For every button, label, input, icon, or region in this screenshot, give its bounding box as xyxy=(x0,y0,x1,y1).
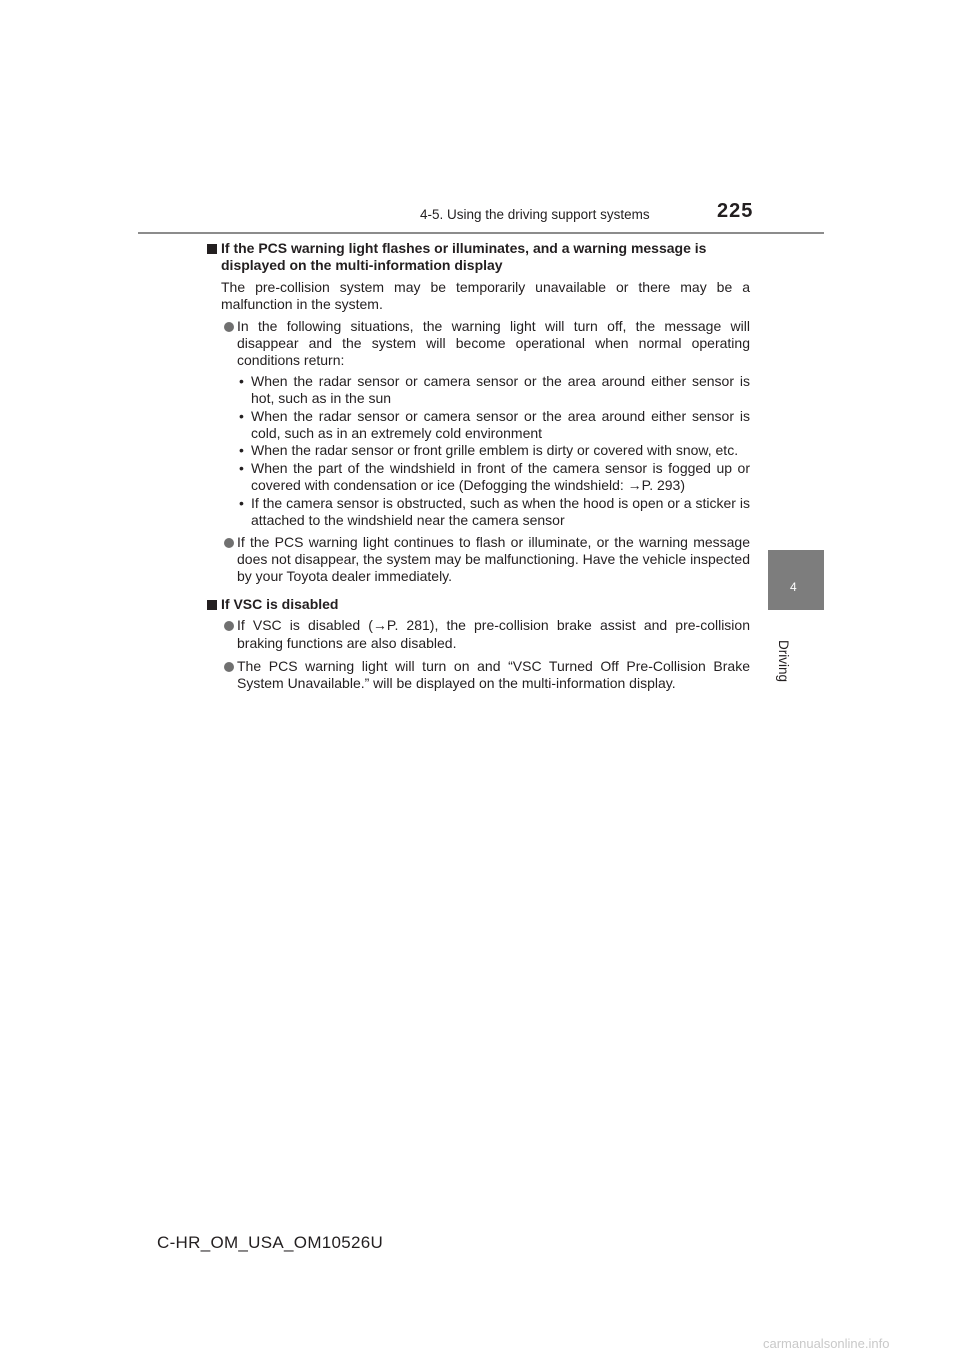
dot-marker-icon: • xyxy=(239,407,244,424)
chapter-label: Driving xyxy=(776,640,791,683)
watermark: carmanualsonline.info xyxy=(763,1336,890,1351)
sub-list-item xyxy=(207,408,750,443)
section-heading xyxy=(207,240,750,275)
sub-list-item-text: When the radar sensor or camera sensor or the area around either sensor is cold, such as in an extremely cold environment xyxy=(251,407,750,442)
section-heading-text: If the PCS warning light flashes or illuminates, and a warning message is displayed on the multi-information display xyxy=(221,240,707,274)
list-item-text: The PCS warning light will turn on and “VSC Turned Off Pre-Collision Brake System Unavailable.” will be displayed on the multi-information display. xyxy=(237,657,750,692)
chapter-number: 4 xyxy=(790,580,797,594)
dot-marker-icon: • xyxy=(239,442,244,459)
list-item-text: If the PCS warning light continues to flash or illuminate, or the warning message does not disappear, the system may be malfunctioning. Have the vehicle inspected by your Toyota dealer immediately. xyxy=(237,533,750,585)
dot-marker-icon: • xyxy=(239,494,244,511)
sub-list-item-text: When the part of the windshield in front of the camera sensor is fogged up or covered with condensation or ice (Defogging the windshield: →P. 293) xyxy=(251,459,750,494)
square-bullet-icon xyxy=(207,244,217,254)
circle-bullet-icon xyxy=(224,621,234,631)
circle-bullet-icon xyxy=(224,662,234,672)
section-intro: The pre-collision system may be temporarily unavailable or there may be a malfunction in the system. xyxy=(221,278,750,313)
dot-marker-icon: • xyxy=(239,459,244,476)
list-item-text: In the following situations, the warning light will turn off, the message will disappear and the system will become operational when normal operating conditions return: xyxy=(237,317,750,369)
dot-marker-icon: • xyxy=(239,372,244,389)
sub-list-item-text: When the radar sensor or front grille emblem is dirty or covered with snow, etc. xyxy=(251,442,739,459)
list-item xyxy=(207,617,750,652)
section-title: 4-5. Using the driving support systems xyxy=(420,207,650,222)
section-heading xyxy=(207,596,750,613)
page-content xyxy=(207,240,750,693)
sub-list-item xyxy=(207,442,750,459)
list-item xyxy=(207,318,750,370)
document-code: C-HR_OM_USA_OM10526U xyxy=(157,1233,384,1252)
sub-list-item xyxy=(207,373,750,408)
chapter-tab[interactable] xyxy=(768,550,824,610)
circle-bullet-icon xyxy=(224,322,234,332)
section-heading-text: If VSC is disabled xyxy=(221,595,339,612)
circle-bullet-icon xyxy=(224,538,234,548)
list-item-text: If VSC is disabled (→P. 281), the pre-collision brake assist and pre-collision braking functions are also disabled. xyxy=(237,617,750,651)
sub-list-item xyxy=(207,495,750,530)
square-bullet-icon xyxy=(207,600,217,610)
header-divider xyxy=(138,232,824,234)
sub-list-item-text: When the radar sensor or camera sensor or the area around either sensor is hot, such as in the sun xyxy=(251,372,750,407)
list-item xyxy=(207,534,750,586)
sub-list-item xyxy=(207,460,750,495)
page-number: 225 xyxy=(717,200,754,222)
list-item xyxy=(207,658,750,693)
sub-list-item-text: If the camera sensor is obstructed, such as when the hood is open or a sticker is attached to the windshield near the camera sensor xyxy=(251,494,750,529)
